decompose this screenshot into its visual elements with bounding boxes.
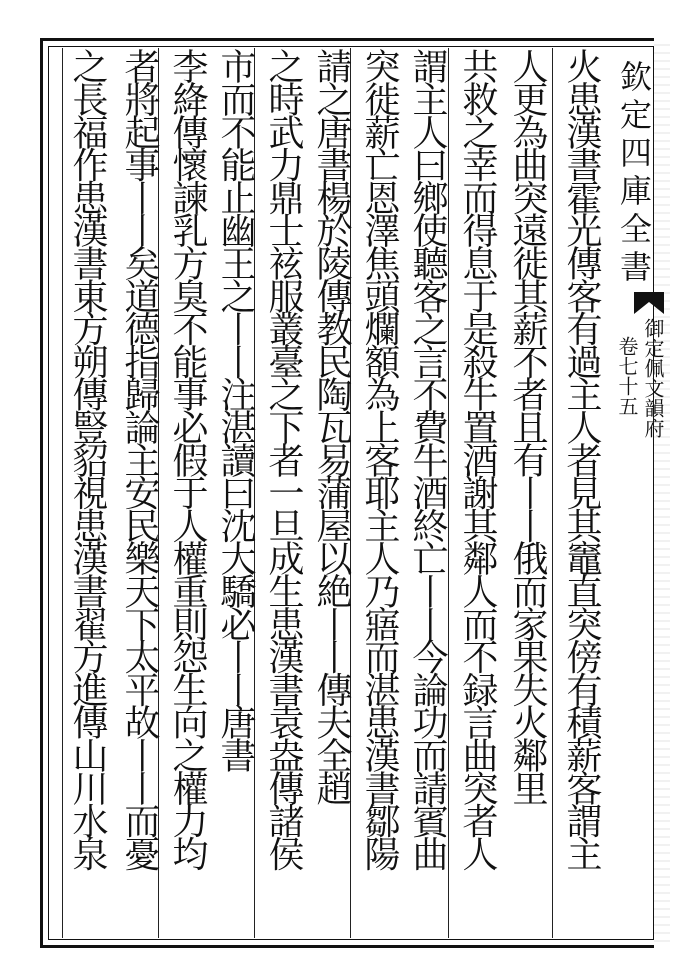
- text-column-8: 市而不能止幽王之丨丨注湛讀曰沈大驕必丨丨唐書: [215, 48, 256, 770]
- section-title: 御定佩文韻府: [641, 318, 665, 438]
- column-rule: [62, 48, 63, 938]
- text-column-2: 人更為曲突遠徙其薪不者且有丨丨俄而家果失火鄰里: [507, 48, 548, 803]
- text-column-9: 李絳傳懷諫乳方臭不能事必假于人權重則怨生向之權力均: [167, 48, 208, 869]
- text-column-6: 請之唐書楊於陵傳教民陶瓦易蒲屋以絶丨丨傳夫全趙: [311, 48, 352, 803]
- book-title: 欽定四庫全書: [615, 60, 653, 288]
- text-column-10: 者將起事丨丨矣道德指歸論主安民樂天下太平故丨丨而憂: [119, 48, 160, 869]
- text-column-7: 之時武力鼎士袨服叢臺之下者一旦成生患漢書袁盎傳諸侯: [263, 48, 304, 869]
- column-rule: [552, 48, 553, 938]
- text-column-11: 之長福作患漢書東方朔傳豎貂視患漢書翟方進傳山川水泉: [67, 48, 108, 869]
- page-fold-edge: [654, 38, 670, 948]
- text-column-3: 共救之幸而得息于是殺牛置酒謝其鄰人而不録言曲突者人: [457, 48, 498, 869]
- volume-number: 卷七十五: [615, 336, 639, 416]
- text-column-5: 突徙薪亡恩澤焦頭爛額為上客耶主人乃寤而湛患漢書鄒陽: [359, 48, 400, 869]
- text-column-1: 火患漢書霍光傳客有過主人者見其竈直突傍有積薪客謂主: [561, 48, 602, 869]
- fishtail-mark-icon: [634, 292, 664, 314]
- text-column-4: 謂主人曰鄉使聽客之言不費牛酒終亡丨丨今論功而請賓曲: [407, 48, 448, 869]
